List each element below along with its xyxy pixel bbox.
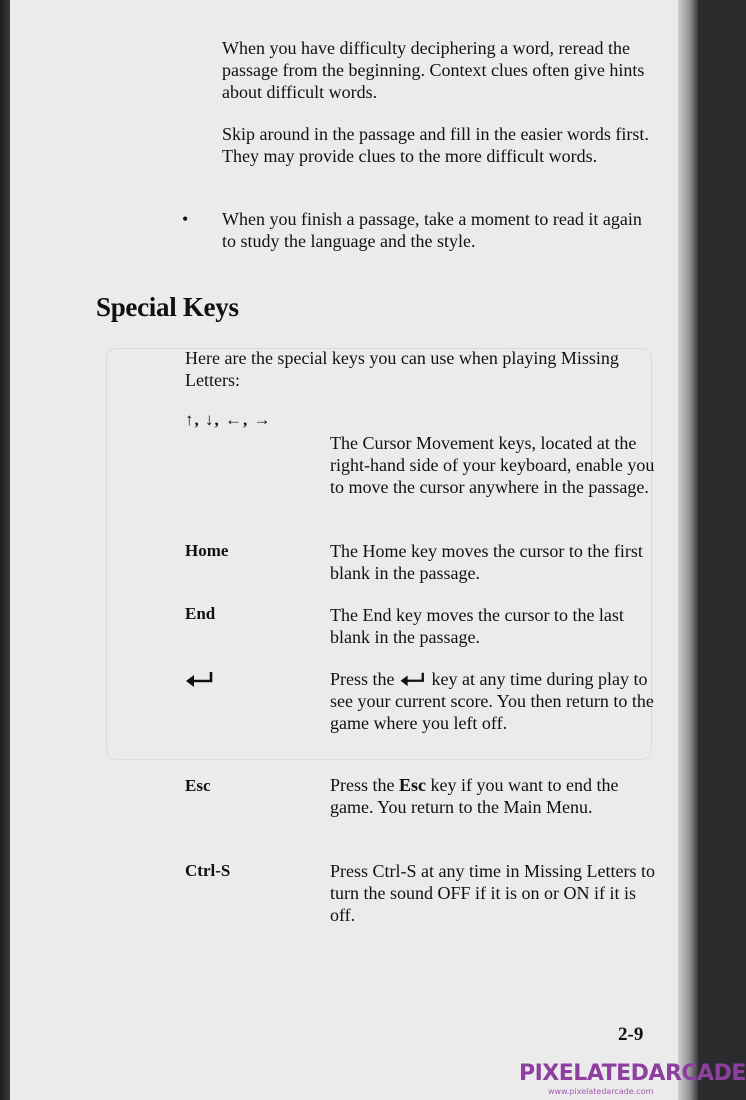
- tip-3: When you finish a passage, take a moment to read it again to study the language and the style.: [222, 209, 642, 251]
- arrow-keys-desc: The Cursor Movement keys, located at the right-hand side of your keyboard, enable you to move the cursor anywhere in the passage.: [330, 433, 655, 497]
- manual-page: [10, 0, 698, 1100]
- bullet-icon: •: [182, 209, 189, 229]
- enter-key-icon: [185, 670, 215, 693]
- end-key-label: End: [185, 604, 216, 623]
- ctrl-s-key-label: Ctrl-S: [185, 861, 231, 880]
- page-edge: [678, 0, 698, 1100]
- intro-text: Here are the special keys you can use when playing Missing Letters:: [185, 348, 619, 390]
- section-title: Special Keys: [96, 292, 239, 322]
- esc-key-label: Esc: [185, 776, 211, 795]
- esc-key-desc: Press the Esc key if you want to end the game. You return to the Main Menu.: [330, 775, 619, 817]
- book-spine: [0, 0, 10, 1100]
- arrow-keys-label: ↑, ↓, ←, →: [185, 410, 272, 429]
- ctrl-s-key-desc: Press Ctrl-S at any time in Missing Letters to turn the sound OFF if it is on or ON if it is off.: [330, 861, 655, 925]
- enter-inline-icon: [399, 671, 427, 687]
- home-key-label: Home: [185, 541, 229, 560]
- end-key-desc: The End key moves the cursor to the last blank in the passage.: [330, 605, 624, 647]
- enter-key-desc: Press the key at any time during play to see your current score. You then return to the game where you left off.: [330, 669, 654, 733]
- tip-1: When you have difficulty deciphering a word, reread the passage from the beginning. Context clues often give hints about difficult words.: [222, 38, 645, 102]
- watermark-url: www.pixelatedarcade.com: [548, 1087, 654, 1096]
- home-key-desc: The Home key moves the cursor to the first blank in the passage.: [330, 541, 643, 583]
- watermark-brand: PIXELATEDARCADE: [519, 1061, 746, 1086]
- tip-2: Skip around in the passage and fill in the easier words first. They may provide clues to the more difficult words.: [222, 124, 649, 166]
- page-number: 2-9: [618, 1024, 644, 1045]
